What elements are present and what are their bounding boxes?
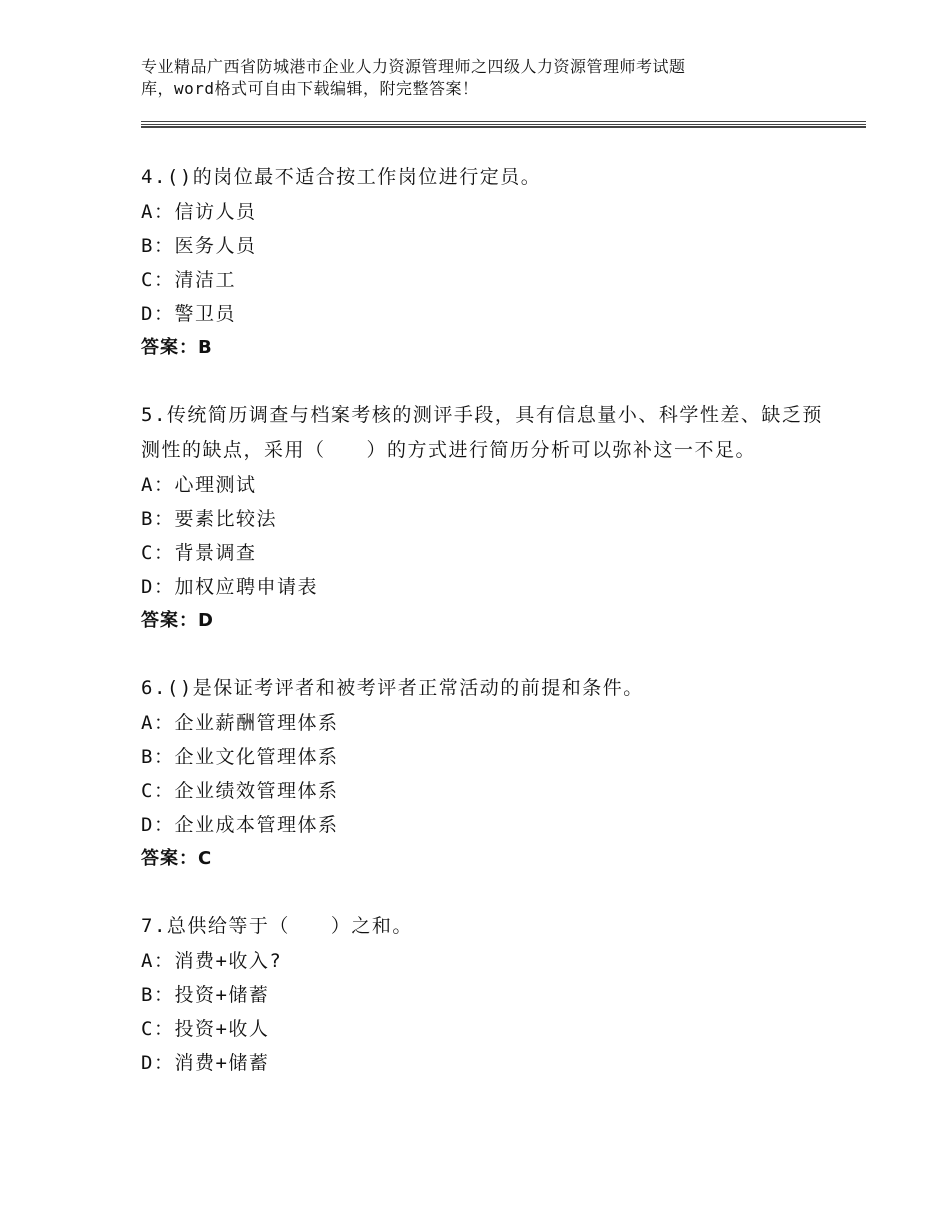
option-a: A：心理测试 <box>141 474 257 496</box>
header-title-line-2: 库，word格式可自由下载编辑，附完整答案！ <box>141 79 479 98</box>
question-6 <box>141 671 841 876</box>
option-d: D：消费+储蓄 <box>141 1052 270 1074</box>
option-c: C：背景调查 <box>141 542 257 564</box>
question-text: 6.()是保证考评者和被考评者正常活动的前提和条件。 <box>141 677 644 699</box>
header-title-line-1: 专业精品广西省防城港市企业人力资源管理师之四级人力资源管理师考试题 <box>141 57 686 76</box>
question-text: 4.()的岗位最不适合按工作岗位进行定员。 <box>141 166 542 188</box>
option-d: D：企业成本管理体系 <box>141 814 339 836</box>
header-divider <box>141 121 866 122</box>
question-4 <box>141 160 841 365</box>
option-c: C：企业绩效管理体系 <box>141 780 339 802</box>
option-a: A：信访人员 <box>141 201 257 223</box>
option-c: C：清洁工 <box>141 269 236 291</box>
question-text: 7.总供给等于（ ）之和。 <box>141 915 413 937</box>
option-b: B：投资+储蓄 <box>141 984 270 1006</box>
header-divider <box>141 124 866 125</box>
answer-label: 答案：D <box>141 610 214 631</box>
option-a: A：消费+收入? <box>141 950 283 972</box>
answer-label: 答案：B <box>141 337 213 358</box>
option-a: A：企业薪酬管理体系 <box>141 712 339 734</box>
header-divider <box>141 126 866 128</box>
option-d: D：警卫员 <box>141 303 236 325</box>
question-5 <box>141 398 841 638</box>
question-7 <box>141 909 841 1080</box>
question-list <box>141 160 841 1113</box>
option-c: C：投资+收人 <box>141 1018 270 1040</box>
option-b: B：医务人员 <box>141 235 257 257</box>
option-b: B：企业文化管理体系 <box>141 746 339 768</box>
question-text: 5.传统简历调查与档案考核的测评手段，具有信息量小、科学性差、缺乏预测性的缺点，采用（ ）的方式进行简历分析可以弥补这一不足。 <box>141 404 823 461</box>
document-header <box>141 56 781 100</box>
answer-label: 答案：C <box>141 848 213 869</box>
option-d: D：加权应聘申请表 <box>141 576 318 598</box>
option-b: B：要素比较法 <box>141 508 277 530</box>
